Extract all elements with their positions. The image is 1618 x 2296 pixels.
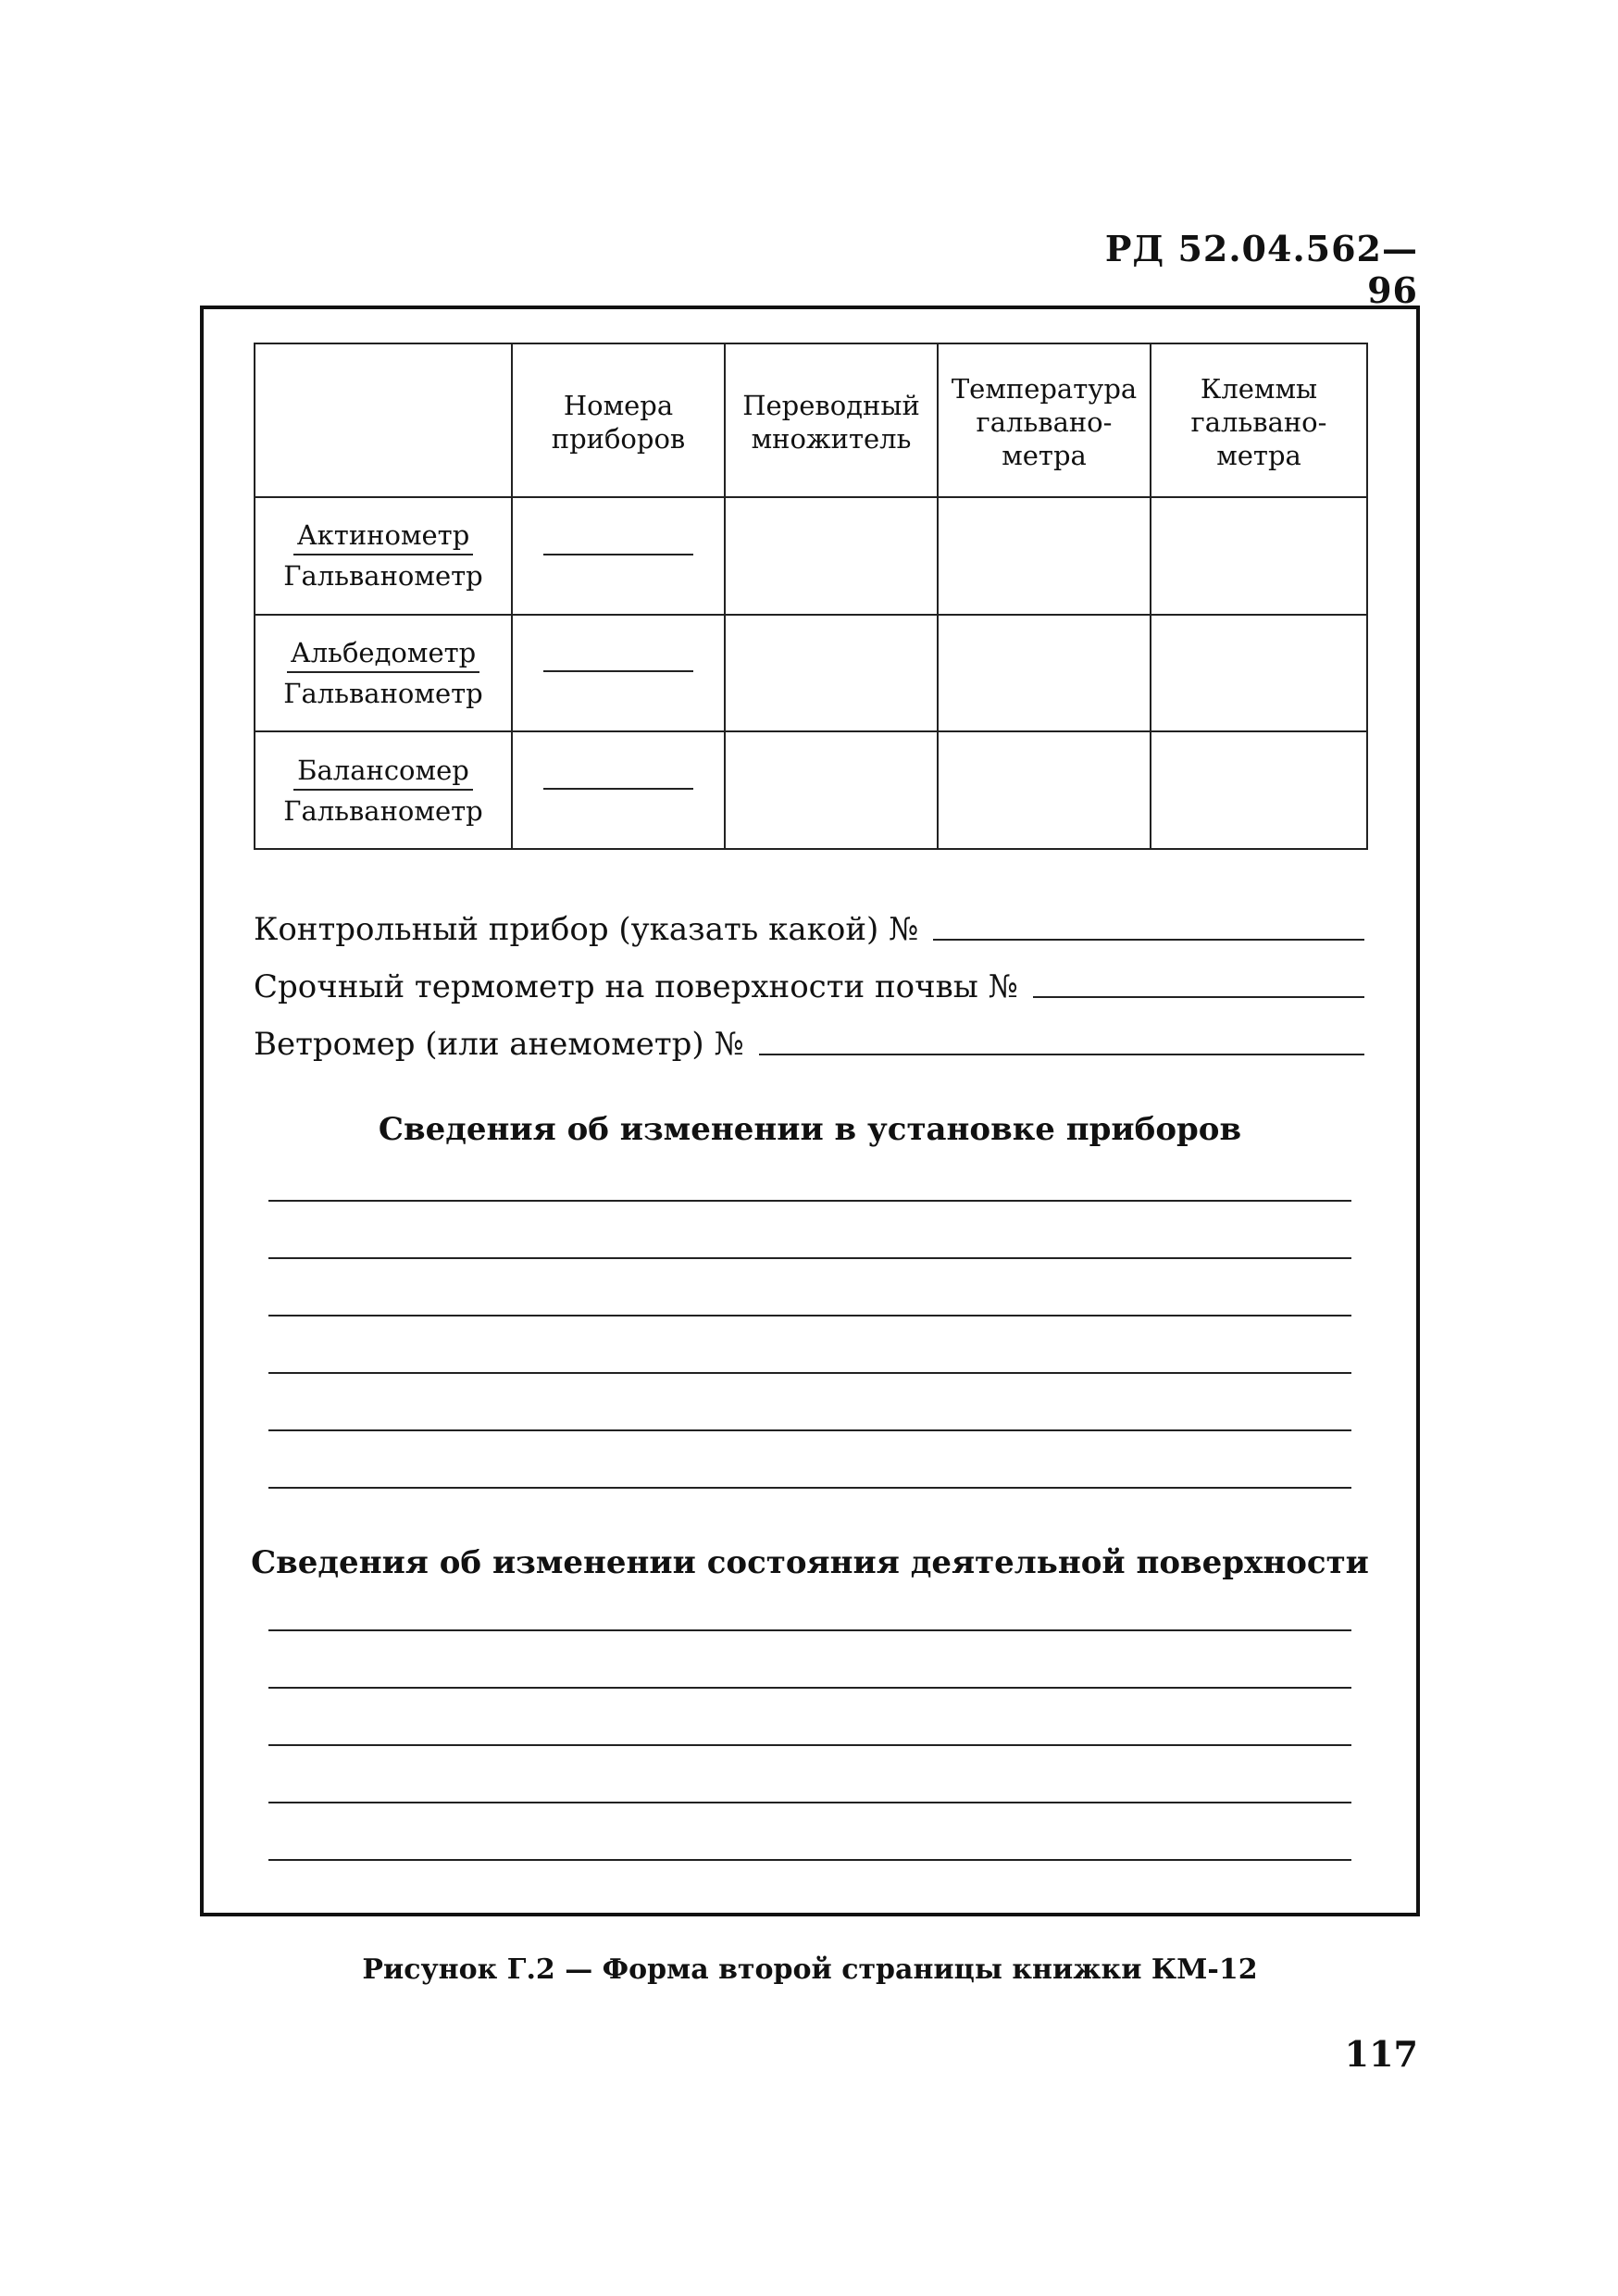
conversion-factor-cell[interactable]: [725, 731, 938, 849]
control-instrument-label: Контрольный прибор (указать какой) №: [254, 911, 919, 948]
installation-line[interactable]: [268, 1200, 1351, 1202]
installation-line[interactable]: [268, 1372, 1351, 1374]
soil-thermometer-blank[interactable]: [1033, 996, 1364, 998]
form-frame: [200, 306, 1420, 1916]
galvanometer-label: Гальванометр: [283, 677, 483, 709]
device-cell: [255, 731, 512, 849]
document-code: РД 52.04.562—96: [1104, 228, 1418, 311]
figure-caption: Рисунок Г.2 — Форма второй страницы книжки КМ-12: [362, 1953, 1258, 1986]
surface-line[interactable]: [268, 1859, 1351, 1861]
galvanometer-label: Гальванометр: [283, 794, 483, 827]
soil-thermometer-field: [254, 948, 1364, 1005]
header-cell-device-numbers: Номера приборов: [512, 343, 725, 497]
device-name: Альбедометр: [287, 634, 479, 673]
temperature-cell[interactable]: [938, 497, 1151, 615]
soil-thermometer-label: Срочный термометр на поверхности почвы №: [254, 968, 1018, 1005]
header-cell-conversion-factor: Переводный множитель: [725, 343, 938, 497]
galvanometer-label: Гальванометр: [283, 560, 483, 593]
device-number-line: [543, 670, 693, 672]
installation-changes-title: Сведения об изменении в установке приборов: [378, 1111, 1242, 1148]
surface-line[interactable]: [268, 1629, 1351, 1631]
conversion-factor-cell[interactable]: [725, 497, 938, 615]
installation-line[interactable]: [268, 1487, 1351, 1489]
header-cell-galvanometer-terminals: Клеммы гальвано- метра: [1151, 343, 1367, 497]
header-cell-galvanometer-temperature: Температура гальвано- метра: [938, 343, 1151, 497]
terminals-cell[interactable]: [1151, 731, 1367, 849]
anemometer-blank[interactable]: [759, 1054, 1364, 1055]
table-row: [255, 615, 1367, 732]
devices-table: [254, 343, 1368, 850]
terminals-cell[interactable]: [1151, 615, 1367, 732]
device-name: Актинометр: [293, 517, 474, 555]
device-number-cell[interactable]: [512, 731, 725, 849]
device-number-cell[interactable]: [512, 497, 725, 615]
instrument-fields: [254, 891, 1364, 1063]
device-number-cell[interactable]: [512, 615, 725, 732]
table-header-row: [255, 343, 1367, 497]
device-number-line: [543, 554, 693, 555]
anemometer-label: Ветромер (или анемометр) №: [254, 1026, 744, 1063]
surface-changes-title: Сведения об изменении состояния деятельной поверхности: [251, 1544, 1369, 1581]
installation-line[interactable]: [268, 1315, 1351, 1316]
installation-line[interactable]: [268, 1429, 1351, 1431]
control-instrument-blank[interactable]: [933, 939, 1364, 941]
conversion-factor-cell[interactable]: [725, 615, 938, 732]
device-name: Балансомер: [293, 752, 473, 791]
installation-line[interactable]: [268, 1257, 1351, 1259]
control-instrument-field: [254, 891, 1364, 948]
table-row: [255, 731, 1367, 849]
device-cell: [255, 497, 512, 615]
device-number-line: [543, 788, 693, 790]
device-cell: [255, 615, 512, 732]
surface-line[interactable]: [268, 1687, 1351, 1689]
temperature-cell[interactable]: [938, 615, 1151, 732]
surface-line[interactable]: [268, 1744, 1351, 1746]
temperature-cell[interactable]: [938, 731, 1151, 849]
header-cell-empty: [255, 343, 512, 497]
page-number: 117: [1344, 2033, 1418, 2075]
table-row: [255, 497, 1367, 615]
anemometer-field: [254, 1005, 1364, 1063]
surface-line[interactable]: [268, 1802, 1351, 1803]
terminals-cell[interactable]: [1151, 497, 1367, 615]
